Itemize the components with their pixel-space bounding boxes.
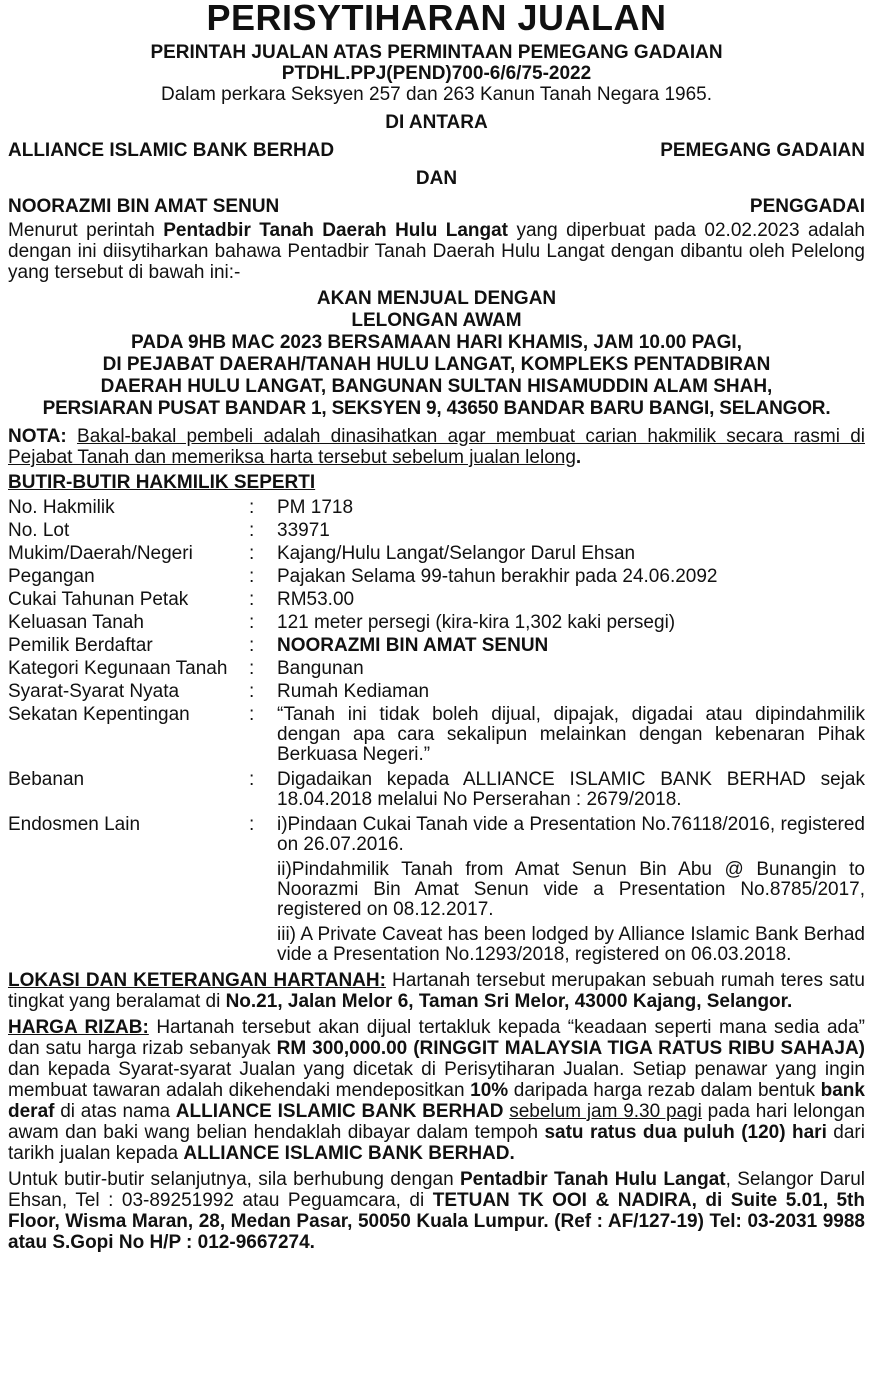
bank-name: ALLIANCE ISLAMIC BANK BERHAD <box>175 1101 504 1122</box>
note-paragraph <box>8 426 865 468</box>
reserve-amount: RM 300,000.00 (RINGGIT MALAYSIA TIGA RATUS RIBU SAHAJA) <box>276 1038 865 1059</box>
field-value: Bangunan <box>277 658 364 679</box>
field-label: Bebanan <box>8 769 85 790</box>
field-value: Kajang/Hulu Langat/Selangor Darul Ehsan <box>277 543 636 564</box>
solicitor-firm: TETUAN TK OOI & NADIRA, di Suite 5.01, 5th Floor, Wisma Maran, 28, Medan Pasar, 50050 Kuala Lumpur. (Ref : AF/127-19) Tel: 03-2031 9988 atau S.Gopi No H/P : 012-9667274. <box>8 1190 865 1253</box>
field-label: No. Lot <box>8 520 70 541</box>
reserve-text: di atas nama <box>54 1101 176 1122</box>
intro-paragraph <box>8 220 865 283</box>
table-row <box>8 812 865 965</box>
field-value: Rumah Kediaman <box>277 681 430 702</box>
between-heading: DI ANTARA <box>385 112 488 133</box>
reference-number: PTDHL.PPJ(PEND)700-6/6/75-2022 <box>281 63 592 84</box>
table-row <box>8 656 865 679</box>
endorsement-item: i)Pindaan Cukai Tanah vide a Presentation No.76118/2016, registered on 26.07.2016. <box>277 814 865 855</box>
field-colon: : <box>249 769 255 790</box>
particulars-heading: BUTIR-BUTIR HAKMILIK SEPERTI <box>8 472 316 493</box>
intro-text-1: Menurut perintah <box>8 220 164 241</box>
location-text: Hartanah tersebut merupakan sebuah rumah teres satu tingkat yang beralamat di <box>8 970 865 1012</box>
reserve-text: pada hari lelongan awam dan baki wang belian hendaklah dibayar dalam tempoh <box>8 1101 866 1143</box>
field-colon: : <box>249 566 255 587</box>
field-label: Pemilik Berdaftar <box>8 635 153 656</box>
deposit-percent: 10% <box>470 1080 509 1101</box>
field-colon: : <box>249 681 255 702</box>
table-row <box>8 679 865 702</box>
sale-announcement <box>8 288 865 420</box>
table-row <box>8 767 865 812</box>
field-colon: : <box>249 704 255 725</box>
field-colon: : <box>249 543 255 564</box>
table-row <box>8 495 865 518</box>
field-colon: : <box>249 814 255 835</box>
contact-text: Untuk butir-butir selanjutnya, sila berhubung dengan <box>8 1169 460 1190</box>
sale-line: DAERAH HULU LANGAT, BANGUNAN SULTAN HISAMUDDIN ALAM SHAH, <box>100 376 773 397</box>
field-colon: : <box>249 658 255 679</box>
endorsements <box>277 812 865 965</box>
field-value: RM53.00 <box>277 589 355 610</box>
field-value: Pajakan Selama 99-tahun berakhir pada 24.06.2092 <box>277 566 718 587</box>
field-label: Kategori Kegunaan Tanah <box>8 658 228 679</box>
table-row <box>8 610 865 633</box>
field-value: 121 meter persegi (kira-kira 1,302 kaki persegi) <box>277 612 676 633</box>
sale-line: AKAN MENJUAL DENGAN <box>316 288 557 309</box>
contact-paragraph <box>8 1169 865 1253</box>
sale-line: PERSIARAN PUSAT BANDAR 1, SEKSYEN 9, 43650 BANDAR BARU BANGI, SELANGOR. <box>42 398 831 419</box>
field-colon: : <box>249 612 255 633</box>
field-label: Endosmen Lain <box>8 814 141 835</box>
field-label: Sekatan Kepentingan <box>8 704 190 725</box>
table-row <box>8 518 865 541</box>
contact-admin: Pentadbir Tanah Hulu Langat <box>460 1169 726 1190</box>
reserve-text: daripada harga rezab dalam bentuk <box>508 1080 821 1101</box>
field-colon: : <box>249 520 255 541</box>
field-colon: : <box>249 635 255 656</box>
table-row <box>8 633 865 656</box>
endorsement-item: ii)Pindahmilik Tanah from Amat Senun Bin Abu @ Bunangin to Noorazmi Bin Amat Senun vide a Presentation No.8785/2017, registered on 08.12.2017. <box>277 859 865 920</box>
table-row <box>8 564 865 587</box>
reserve-label: HARGA RIZAB: <box>8 1017 149 1038</box>
registered-owner: NOORAZMI BIN AMAT SENUN <box>277 635 549 656</box>
location-paragraph <box>8 970 865 1012</box>
act-reference: Dalam perkara Seksyen 257 dan 263 Kanun Tanah Negara 1965. <box>160 84 713 105</box>
bank-draft: bank deraf <box>8 1080 865 1122</box>
property-address: No.21, Jalan Melor 6, Taman Sri Melor, 43000 Kajang, Selangor. <box>225 991 793 1012</box>
title-particulars-table <box>8 495 865 965</box>
field-label: Mukim/Daerah/Negeri <box>8 543 193 564</box>
field-value: 33971 <box>277 520 330 541</box>
field-label: Syarat-Syarat Nyata <box>8 681 180 702</box>
note-text: Bakal-bakal pembeli adalah dinasihatkan agar membuat carian hakmilik secara rasmi di Pejabat Tanah dan memeriksa harta tersebut sebelum jualan lelong <box>8 426 865 468</box>
bank-name: ALLIANCE ISLAMIC BANK BERHAD. <box>183 1143 515 1164</box>
field-value: PM 1718 <box>277 497 354 518</box>
field-label: Pegangan <box>8 566 95 587</box>
field-colon: : <box>249 497 255 518</box>
reserve-text: dari tarikh jualan kepada <box>8 1122 865 1164</box>
note-label: NOTA: <box>8 426 67 447</box>
sale-line: PADA 9HB MAC 2023 BERSAMAAN HARI KHAMIS, JAM 10.00 PAGI, <box>131 332 742 353</box>
document-title: PERISYTIHARAN JUALAN <box>206 0 667 38</box>
table-row <box>8 587 865 610</box>
reserve-text: Hartanah tersebut akan dijual tertakluk kepada “keadaan seperti mana sedia ada” dan satu harga rizab sebanyak <box>8 1017 865 1059</box>
reserve-price-paragraph <box>8 1017 865 1164</box>
chargee-row <box>8 140 865 161</box>
field-colon: : <box>249 589 255 610</box>
table-row <box>8 702 865 767</box>
field-label: Cukai Tahunan Petak <box>8 589 189 610</box>
land-administrator: Pentadbir Tanah Daerah Hulu Langat <box>163 220 509 241</box>
field-label: Keluasan Tanah <box>8 612 144 633</box>
chargee-name: ALLIANCE ISLAMIC BANK BERHAD <box>8 140 335 161</box>
field-label: No. Hakmilik <box>8 497 115 518</box>
note-end: . <box>575 447 582 468</box>
document-subtitle: PERINTAH JUALAN ATAS PERMINTAAN PEMEGANG GADAIAN <box>150 42 723 63</box>
and-heading: DAN <box>415 168 458 189</box>
field-value: “Tanah ini tidak boleh dijual, dipajak, digadai atau dipindahmilik dengan apa cara sekalipun melainkan dengan kebenaran Pihak Berkuasa Negeri.” <box>277 704 865 765</box>
endorsement-item: iii) A Private Caveat has been lodged by Alliance Islamic Bank Berhad vide a Presentation No.1293/2018, registered on 06.03.2018. <box>277 924 865 965</box>
sale-line: LELONGAN AWAM <box>351 310 522 331</box>
chargor-role: PENGGADAI <box>749 196 865 217</box>
chargor-row <box>8 196 865 217</box>
sale-line: DI PEJABAT DAERAH/TANAH HULU LANGAT, KOMPLEKS PENTADBIRAN <box>102 354 771 375</box>
chargor-name: NOORAZMI BIN AMAT SENUN <box>8 196 280 217</box>
contact-text: , Selangor Darul Ehsan, Tel : 03-89251992 atau Peguamcara, di <box>8 1169 866 1211</box>
deposit-deadline: sebelum jam 9.30 pagi <box>509 1101 702 1122</box>
reserve-text: dan kepada Syarat-syarat Jualan yang dicetak di Perisytiharan Jualan. Setiap penawar yang ingin membuat tawaran adalah dikehendaki mendepositkan <box>8 1059 865 1101</box>
intro-text-2: yang diperbuat pada 02.02.2023 adalah dengan ini diisytiharkan bahawa Pentadbir Tanah Daerah Hulu Langat dengan dibantu oleh Pelelong yang tersebut di bawah ini:- <box>8 220 865 283</box>
table-row <box>8 541 865 564</box>
field-value: Digadaikan kepada ALLIANCE ISLAMIC BANK BERHAD sejak 18.04.2018 melalui No Perserahan : 2679/2018. <box>277 769 865 810</box>
payment-period: satu ratus dua puluh (120) hari <box>544 1122 827 1143</box>
chargee-role: PEMEGANG GADAIAN <box>660 140 865 161</box>
location-label: LOKASI DAN KETERANGAN HARTANAH: <box>8 970 386 991</box>
